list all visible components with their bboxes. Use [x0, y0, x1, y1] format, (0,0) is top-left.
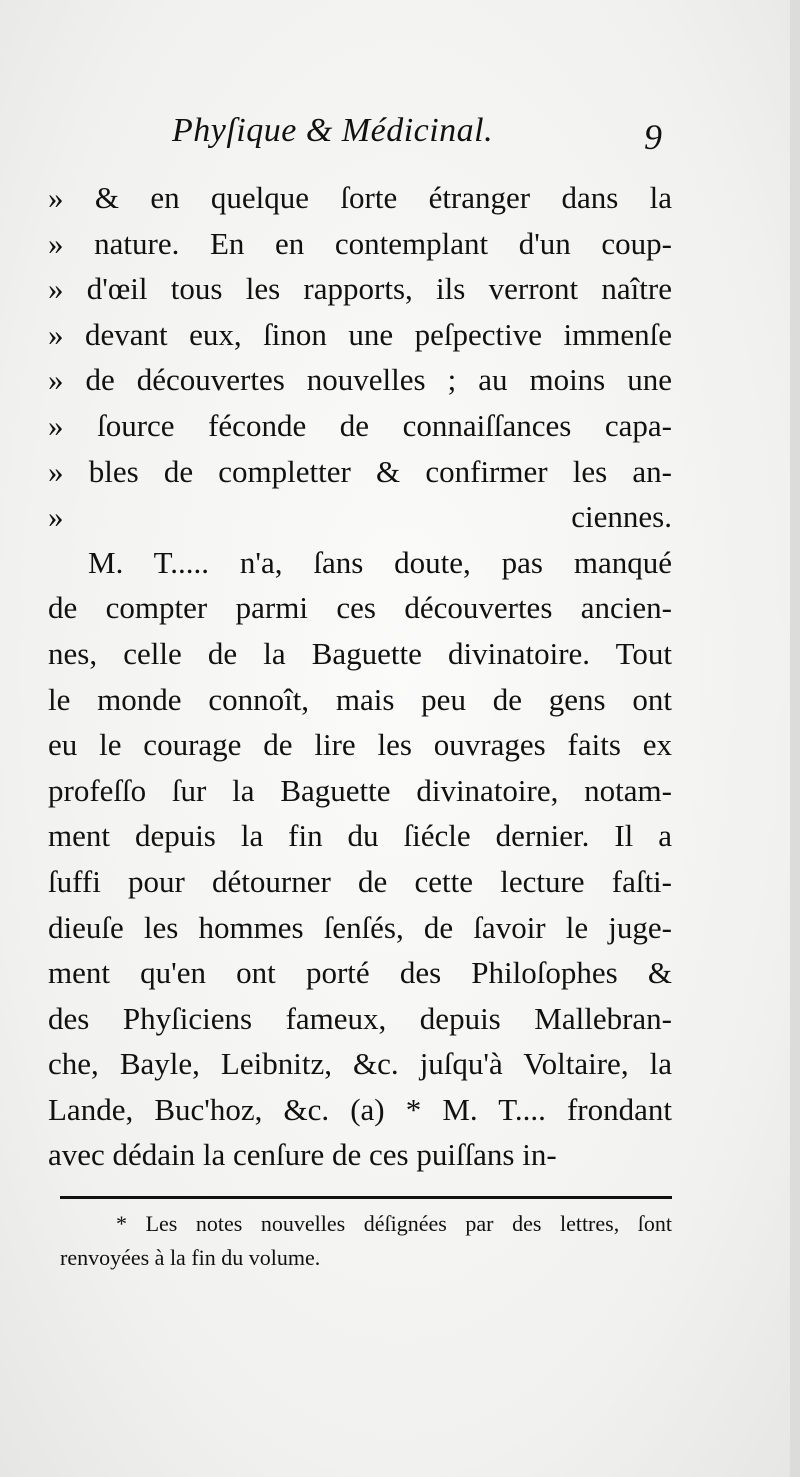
text-line: » nature. En en contemplant d'un coup- — [48, 225, 672, 261]
text-line: M. T..... n'a, ſans doute, pas manqué — [88, 544, 672, 580]
text-line: avec dédain la cenſure de ces puiſſans in- — [48, 1137, 557, 1173]
footnote — [60, 1207, 672, 1275]
text-line: » & en quelque ſorte étranger dans la — [48, 180, 672, 215]
text-line: ment depuis la fin du ſiécle dernier. Il a — [48, 818, 672, 854]
page-edge-shadow — [790, 0, 800, 1477]
text-line: » ſource féconde de connaiſſances capa- — [48, 407, 672, 443]
text-line: de compter parmi ces découvertes ancien- — [48, 590, 672, 626]
text-line: » ciennes. — [48, 499, 672, 535]
running-head: Phyſique & Médicinal. — [172, 112, 494, 149]
page-header — [172, 112, 662, 162]
text-line: » devant eux, ſinon une peſpective immenſe — [48, 316, 672, 352]
text-line: » bles de completter & confirmer les an- — [48, 453, 672, 489]
text-line: eu le courage de lire les ouvrages faits ex — [48, 727, 672, 763]
text-line: des Phyſiciens fameux, depuis Mallebran- — [48, 1000, 672, 1036]
footnote-line: * Les notes nouvelles déſignées par des lettres, ſont — [116, 1211, 672, 1236]
text-line: che, Bayle, Leibnitz, &c. juſqu'à Voltaire, la — [48, 1046, 672, 1082]
text-line: dieuſe les hommes ſenſés, de ſavoir le juge- — [48, 909, 672, 945]
text-line: ment qu'en ont porté des Philoſophes & — [48, 955, 672, 991]
text-line: profeſſo ſur la Baguette divinatoire, notam- — [48, 772, 672, 808]
text-line: le monde connoît, mais peu de gens ont — [48, 681, 672, 717]
text-line: » de découvertes nouvelles ; au moins une — [48, 362, 672, 398]
text-line: ſuffi pour détourner de cette lecture faſti- — [48, 863, 672, 899]
footnote-line: renvoyées à la fin du volume. — [60, 1245, 321, 1270]
text-line: nes, celle de la Baguette divinatoire. Tout — [48, 635, 672, 671]
page-number: 9 — [644, 117, 662, 157]
body-text — [48, 175, 672, 1178]
text-line: » d'œil tous les rapports, ils verront naître — [48, 271, 672, 307]
text-line: Lande, Buc'hoz, &c. (a) * M. T.... frondant — [48, 1091, 672, 1127]
footnote-rule — [60, 1196, 672, 1199]
